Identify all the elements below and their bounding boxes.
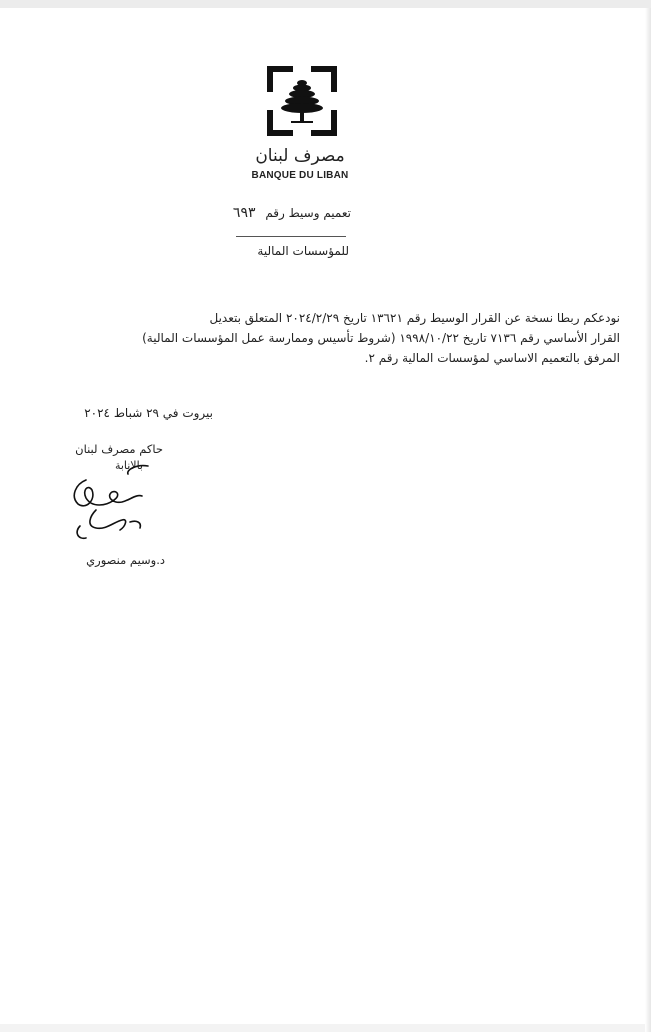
page-edge-shadow xyxy=(645,8,651,1032)
body-line-3: المرفق بالتعميم الاساسي لمؤسسات المالية رقم ٢. xyxy=(364,351,620,365)
bank-name-english: BANQUE DU LIBAN xyxy=(251,170,349,181)
addressee: للمؤسسات المالية xyxy=(257,244,349,258)
body-paragraph xyxy=(30,308,620,368)
signatory-subtitle: بالانابة xyxy=(114,459,143,472)
title-divider xyxy=(236,236,346,237)
body-line-2: القرار الأساسي رقم ٧١٣٦ تاريخ ١٩٩٨/١٠/٢٢ (شروط تأسيس وممارسة عمل المؤسسات المالية) xyxy=(142,331,620,345)
place-date: بيروت في ٢٩ شباط ٢٠٢٤ xyxy=(84,406,213,420)
signatory-name: د.وسيم منصوري xyxy=(86,553,165,567)
circular-title xyxy=(233,205,351,221)
handwritten-signature xyxy=(56,460,166,550)
signatory-title: حاكم مصرف لبنان xyxy=(75,442,163,456)
circular-number: ٦٩٣ xyxy=(232,205,256,221)
cedar-tree-icon xyxy=(267,66,337,136)
body-line-1: نودعكم ربطا نسخة عن القرار الوسيط رقم ١٣٦٢١ تاريخ ٢٠٢٤/٢/٢٩ المتعلق بتعديل xyxy=(209,311,620,325)
bank-name-arabic: مصرف لبنان xyxy=(255,146,345,166)
circular-title-label: تعميم وسيط رقم xyxy=(265,206,351,220)
